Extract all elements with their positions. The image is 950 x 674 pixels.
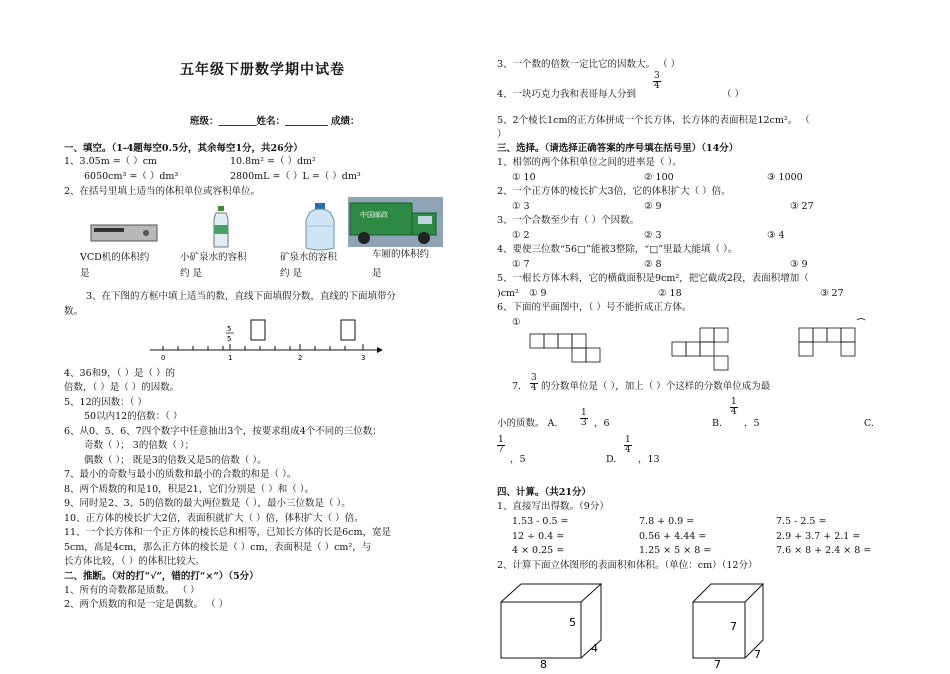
choice-4: 4、要使三位数“56□”能被3整除，“□”里最大能填（ ）。 [497,244,738,255]
section-4-heading: 四、计算。（共21分） [497,487,591,498]
q1c: 6050cm³ =（ ）dm³ [84,171,179,182]
q1a: 1、3.05m =（ ）cm [64,156,158,167]
cube-net-1 [528,332,628,372]
caption-vcd-1: VCD机的体积约 [80,252,150,263]
cube-edge-width: 7 [754,648,761,661]
calc-r3c3: 7.6 × 8 + 2.4 × 8 = [776,545,872,556]
choice-3-opt-2: ② 3 [644,230,662,241]
q6-line1: 6、从0、5、6、7四个数字中任意抽出3个，按要求组成4个不同的三位数： [64,426,382,437]
nl-label-1: 1 [228,354,233,362]
calc-r2c3: 2.9 + 3.7 + 2.1 = [776,531,861,542]
choice-4-opt-1: ① 7 [512,259,530,270]
caption-jug-2: 约 是 [280,268,303,279]
judge-5-line1: 5、2个棱长1cm的正方体拼成一个长方体，长方体的表面积是12cm²。 （ [497,115,810,126]
water-jug-image [300,202,340,252]
j4-denominator: 4 [654,81,660,91]
nl-frac-denominator: 5 [227,335,232,343]
choice-2: 2、一个正方体的棱长扩大3倍，它的体积扩大（ ）倍。 [497,186,731,197]
nl-label-3: 3 [361,354,366,362]
calc-r1c2: 7.8 + 0.9 = [639,516,695,527]
cube-net-3 [795,316,875,374]
choice-7-line2: 小的质数。 A. [497,418,558,429]
calc-2-heading: 2、计算下面立体图形的表面积和体积。（单位：cm）（12分） [497,560,758,571]
q5-line1: 5、12的因数：（ ） [64,397,147,408]
cuboid-height: 5 [569,616,576,629]
q2: 2、在括号里填上适当的体积单位或容积单位。 [64,186,261,197]
c7-option-b-fraction [730,398,738,417]
section-2-heading: 二、推断。（对的打“√”，错的打“×”）（5分） [64,571,259,582]
choice-1-opt-3: ③ 1000 [767,172,803,183]
choice-6: 6、下面的平面图中，（ ）号不能折成正方体。 [497,302,692,313]
c7-option-d-label: D. [606,454,617,465]
q9: 9、同时是2、3、5的倍数的最大两位数是（ ），最小三位数是（ ）。 [64,498,351,509]
nl-frac-numerator: 5 [227,325,232,333]
c7-option-b-tail: ，5 [744,418,760,429]
judge-2: 2、两个质数的和是一定是偶数。 （ ） [64,599,229,610]
caption-truck-1: 车厢的体积约 [372,249,430,260]
c7a-numerator: 1 [581,408,587,418]
cube-net-2 [668,326,758,374]
q3-line2: 数。 [64,306,84,317]
q1b: 10.8m² =（ ）dm² [230,156,316,167]
caption-jug-1: 矿泉水的容积 [280,252,338,263]
c7-option-a-fraction [580,409,588,428]
q7: 7、最小的奇数与最小的质数和最小的合数的和是（ ）。 [64,469,297,480]
choice-2-opt-2: ② 9 [644,201,662,212]
c7d-numerator: 1 [625,435,631,445]
choice-7-fraction [530,374,538,393]
calc-r1c1: 1.53 - 0.5 = [512,516,569,527]
c7b-denominator: 4 [731,407,737,417]
cube-edge-length: 7 [714,658,721,671]
page-title: 五年级下册数学期中试卷 [180,62,345,78]
cube-figure [690,576,770,671]
caption-small-bottle-1: 小矿泉水的容积 [180,252,247,263]
q11-line1: 11、一个长方体和一个正方体的棱长总和相等，已知长方体的长是6cm，宽是 [64,527,391,538]
judge-4-paren: （ ） [722,89,745,100]
choice-1-opt-2: ② 100 [644,172,674,183]
calc-r2c2: 0.56 + 4.44 = [639,531,707,542]
c7-denominator: 4 [531,383,537,393]
q4-line1: 4、36和9，（ ）是（ ）的 [64,368,175,379]
choice-5: 5、一根长方体木料，它的横截面积是9cm²，把它截成2段，表面积增加（ [497,273,809,284]
choice-5-unit: )cm² [497,288,519,299]
calc-r3c2: 1.25 × 5 × 8 = [639,545,712,556]
choice-3-opt-3: ③ 4 [767,230,785,241]
nl-label-2: 2 [298,354,303,362]
choice-5-opt-3: ③ 27 [820,288,844,299]
c7-option-d-fraction [624,436,632,455]
calc-1-heading: 1、直接写出得数。（9分） [497,501,609,512]
vcd-player-image [90,222,158,244]
q11-line3: 长方体比较，（ ）的体积比较大。 [64,556,205,567]
choice-7-text: 的分数单位是（ ），加上（ ）个这样的分数单位成为最 [541,381,771,392]
q6-line3: 偶数（ ）； 既是3的倍数又是5的倍数（ ）。 [84,455,267,466]
j4-numerator: 3 [654,71,660,81]
choice-3: 3、一个合数至少有（ ）个因数。 [497,215,640,226]
cube-edge-height: 7 [730,620,737,633]
c7c-numerator: 1 [498,435,504,445]
judge-3: 3、一个数的倍数一定比它的因数大。 （ ） [497,59,681,70]
caption-vcd-2: 是 [80,268,90,279]
c7-option-b-label: B. [712,418,723,429]
choice-7-num: 7. [512,381,522,392]
calc-r2c1: 12 ÷ 0.4 = [512,531,565,542]
calc-r1c3: 7.5 - 2.5 = [776,516,827,527]
q1d: 2800mL =（ ）L =（ ）dm³ [230,171,361,182]
c7-option-c-fraction [497,436,505,455]
c7b-numerator: 1 [731,397,737,407]
mail-truck-image [348,197,443,247]
judge-5-line2: ） [497,129,507,140]
c7-option-a-tail: ，6 [594,418,610,429]
choice-3-opt-1: ① 2 [512,230,530,241]
truck-label: 中国邮政 [360,211,388,219]
choice-6-opt-1: ① [512,317,521,328]
caption-truck-2: 是 [372,268,382,279]
judge-4-text: 4、一块巧克力我和表哥每人分到 [497,89,637,100]
choice-4-opt-3: ③ 9 [790,259,808,270]
judge-1: 1、所有的奇数都是质数。 （ ） [64,585,200,596]
cuboid-width: 4 [591,642,598,655]
judge-4-fraction [653,72,661,91]
choice-2-opt-1: ① 3 [512,201,530,212]
nl-label-0: 0 [161,354,166,362]
q3-line1: 3、在下图的方框中填上适当的数，直线下面填假分数，直线的下面填带分 [86,291,397,302]
c7d-denominator: 4 [625,445,631,455]
choice-2-opt-3: ③ 27 [790,201,814,212]
cuboid-figure [498,576,608,671]
choice-1-opt-1: ① 10 [512,172,536,183]
q6-line2: 奇数（ ）； 3的倍数（ ）； [84,440,195,451]
choice-1: 1、相邻的两个体积单位之间的进率是（ ）。 [497,157,682,168]
section-1-heading: 一、填空。（1-4题每空0.5分，其余每空1分，共26分） [64,143,303,154]
choice-4-opt-2: ② 8 [644,259,662,270]
number-line [145,316,385,366]
q5-line2: 50以内12的倍数：（ ） [84,411,183,422]
calc-r3c1: 4 × 0.25 = [512,545,565,556]
q11-line2: 5cm，高是4cm，那么正方体的棱长是（ ）cm，表面积是（ ）cm²，与 [64,542,372,553]
c7c-denominator: 7 [498,445,504,455]
c7-option-d-tail: ，13 [638,454,660,465]
choice-5-opt-2: ② 18 [658,288,682,299]
q8: 8、两个质数的和是10，积是21，它们分别是（ ）和（ ）。 [64,484,315,495]
section-3-heading: 三、选择。（请选择正确答案的序号填在括号里）（14分） [497,143,739,154]
choice-5-opt-1: ① 9 [529,288,547,299]
small-water-bottle-image [210,205,232,249]
cuboid-length: 8 [540,658,547,671]
q4-line2: 倍数，（ ）是（ ）的因数。 [64,382,180,393]
c7-option-c-tail: ，5 [510,454,526,465]
q10: 10、正方体的棱长扩大2倍，表面积就扩大（ ）倍，体积扩大（ ）倍。 [64,513,364,524]
c7a-denominator: 3 [581,418,587,428]
student-info-line: 班级：________姓名：_________ 成绩： [190,116,360,127]
caption-small-bottle-2: 约 是 [180,268,203,279]
c7-option-c-label: C. [864,418,874,429]
c7-numerator: 3 [531,373,537,383]
